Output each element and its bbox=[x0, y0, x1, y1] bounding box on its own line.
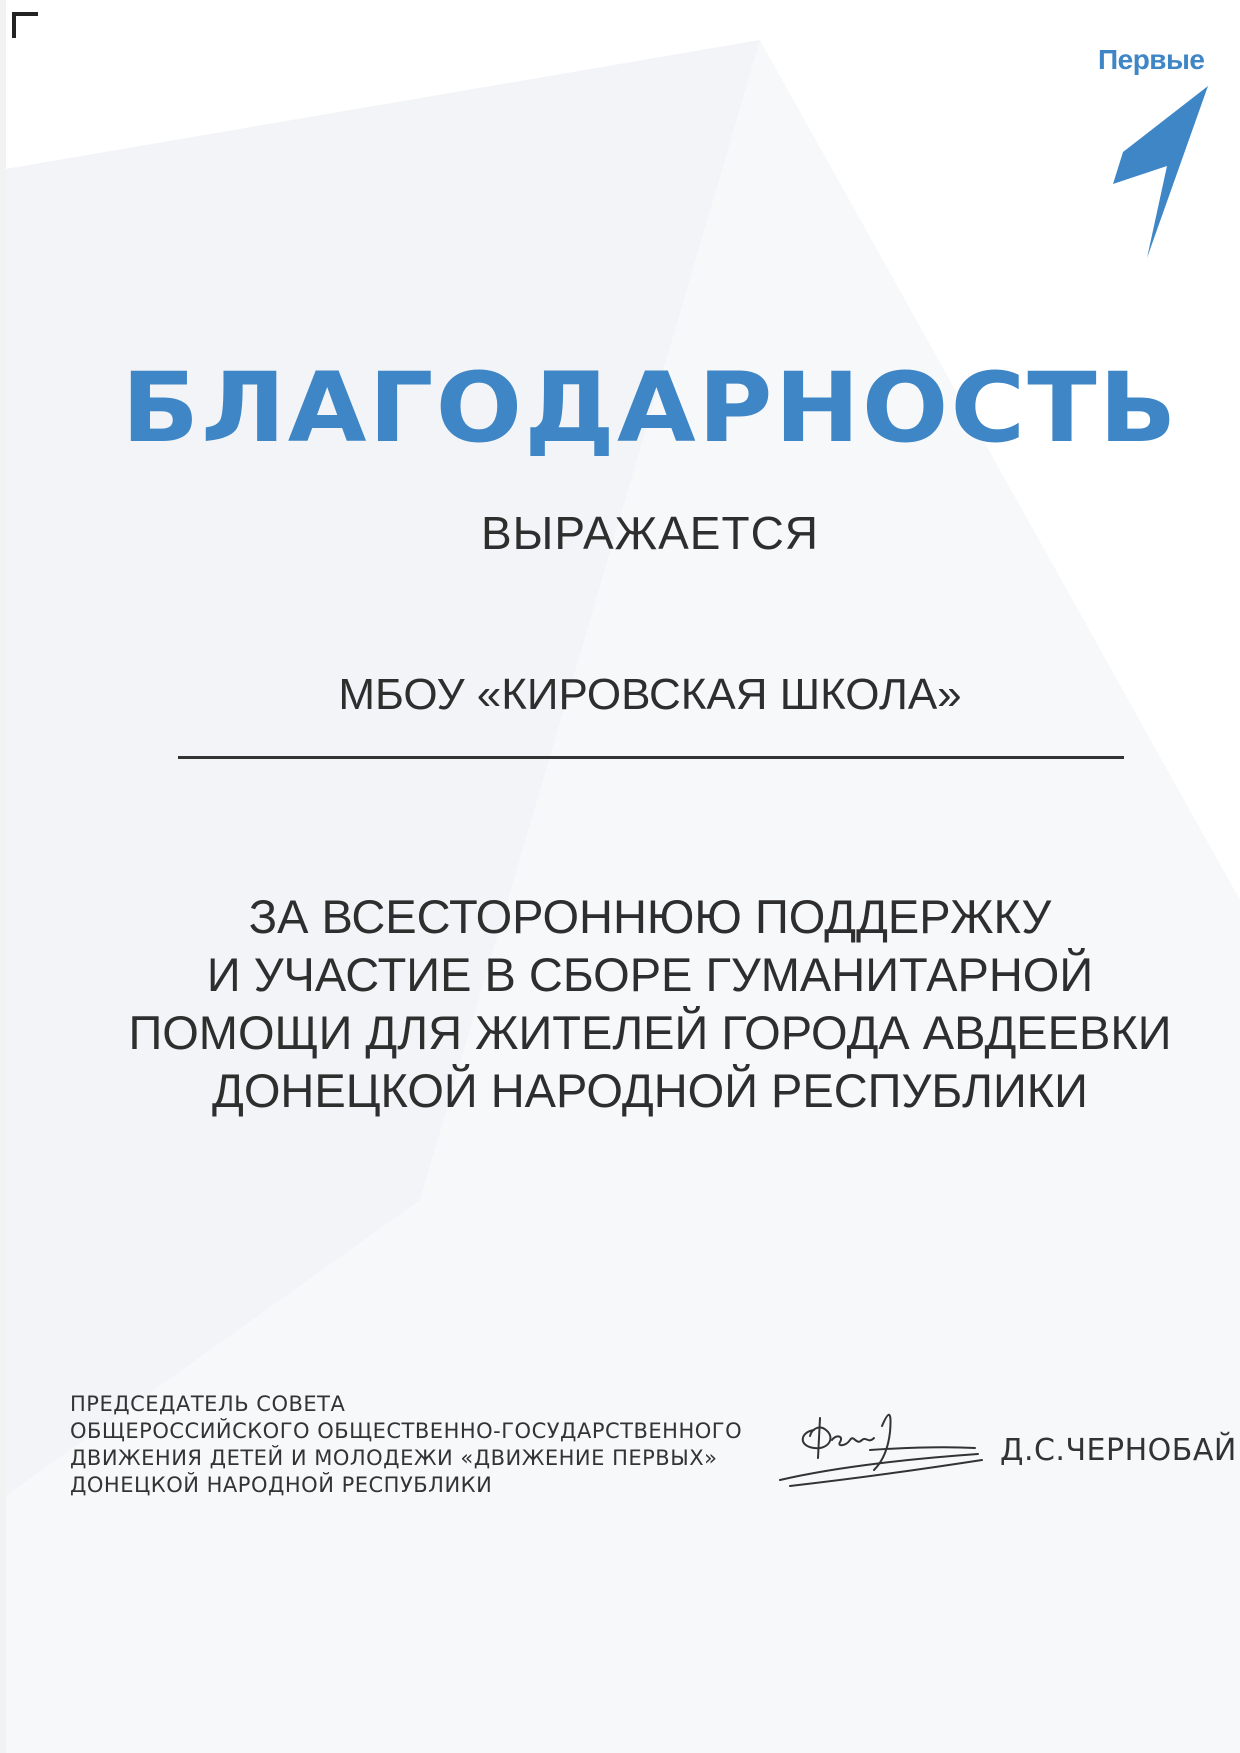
signer-position-line: ОБЩЕРОССИЙСКОГО ОБЩЕСТВЕННО-ГОСУДАРСТВЕННОГО bbox=[70, 1419, 743, 1443]
handwritten-signature bbox=[770, 1388, 990, 1498]
reason-line: ПОМОЩИ ДЛЯ ЖИТЕЛЕЙ ГОРОДА АВДЕЕВКИ bbox=[128, 1006, 1172, 1059]
certificate-title: БЛАГОДАРНОСТЬ bbox=[121, 352, 1179, 464]
reason-text bbox=[0, 888, 1240, 1120]
certificate-subtitle: ВЫРАЖАЕТСЯ bbox=[480, 507, 820, 559]
signer-position-line: ДОНЕЦКОЙ НАРОДНОЙ РЕСПУБЛИКИ bbox=[70, 1473, 493, 1497]
signer-position-line: ПРЕДСЕДАТЕЛЬ СОВЕТА bbox=[70, 1392, 346, 1416]
scan-edge bbox=[0, 0, 6, 1753]
signer-position bbox=[70, 1391, 742, 1499]
signer-position-line: ДВИЖЕНИЯ ДЕТЕЙ И МОЛОДЕЖИ «ДВИЖЕНИЕ ПЕРВЫХ» bbox=[70, 1446, 718, 1470]
logo-text: Первые bbox=[1098, 44, 1205, 75]
digit-one-logo-icon bbox=[1105, 80, 1215, 260]
signer-name: Д.С.ЧЕРНОБАЙ bbox=[1000, 1433, 1237, 1468]
reason-line: И УЧАСТИЕ В СБОРЕ ГУМАНИТАРНОЙ bbox=[206, 948, 1094, 1001]
reason-line: ЗА ВСЕСТОРОННЮЮ ПОДДЕРЖКУ bbox=[248, 890, 1052, 943]
divider-line bbox=[178, 756, 1124, 759]
corner-mark bbox=[12, 12, 38, 38]
recipient-name: МБОУ «КИРОВСКАЯ ШКОЛА» bbox=[338, 670, 962, 719]
reason-line: ДОНЕЦКОЙ НАРОДНОЙ РЕСПУБЛИКИ bbox=[212, 1064, 1088, 1117]
